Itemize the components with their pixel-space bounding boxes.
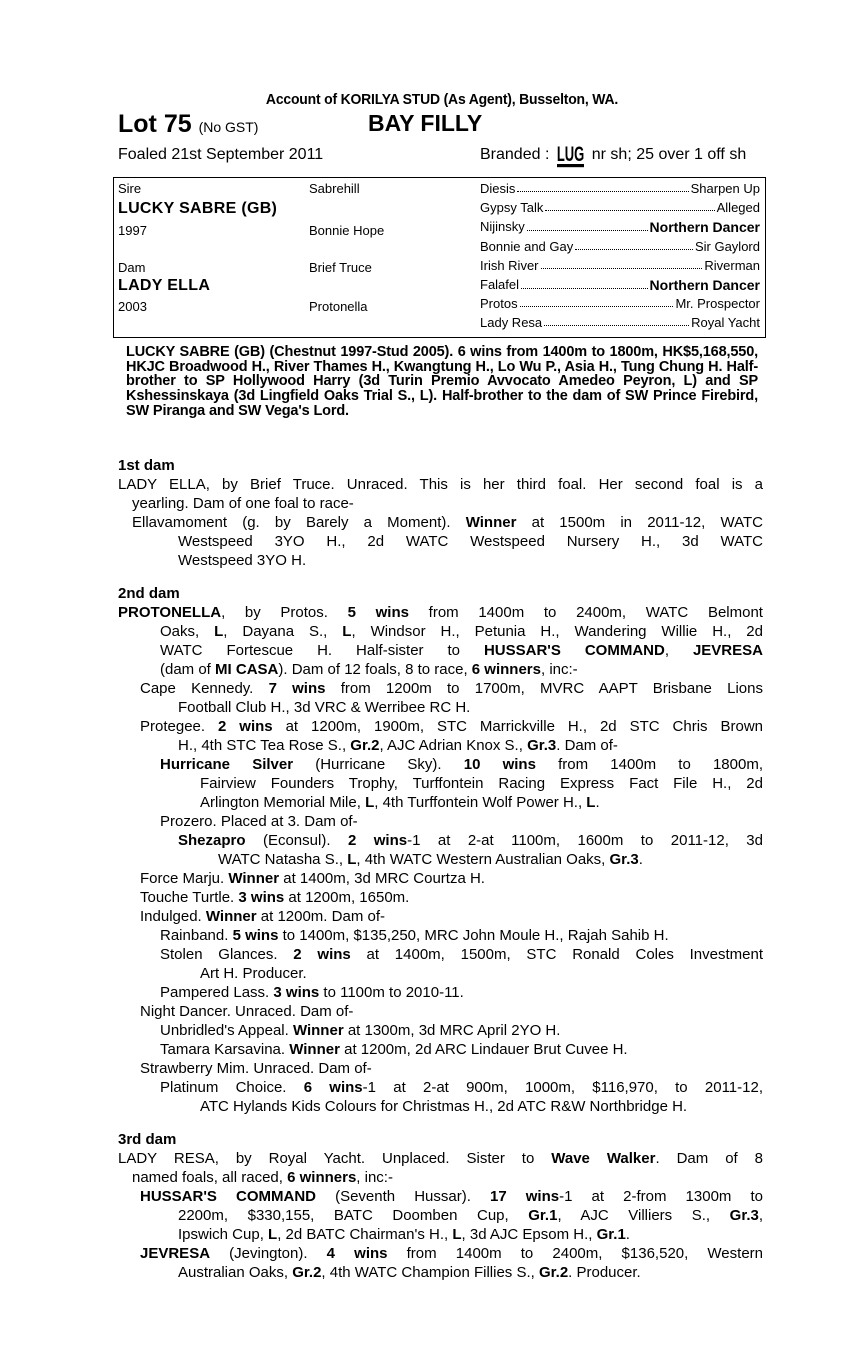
record-line <box>178 831 763 850</box>
bold-text: 10 wins <box>463 756 536 773</box>
text-run: (dam of <box>160 661 216 678</box>
sire-sire: Sabrehill <box>309 181 360 196</box>
record-line <box>178 1263 641 1282</box>
text-run: named foals, all raced, <box>132 1169 288 1186</box>
leader-dots <box>521 277 648 289</box>
text-run: at 1400m, 1500m, STC Ronald Coles Investment <box>350 946 764 963</box>
ancestor-name: Bonnie and Gay <box>480 238 574 254</box>
bold-text: Gr.3 <box>527 737 557 754</box>
text-run: , 4th WATC Champion Fillies S., <box>321 1264 539 1281</box>
branded-suffix: nr sh; 25 over 1 off sh <box>591 146 747 163</box>
text-run: Cape Kennedy. <box>140 680 269 697</box>
text-run: Football Club H., 3d VRC & Werribee RC H. <box>178 699 471 716</box>
text-run: Platinum Choice. <box>160 1079 304 1096</box>
text-run: LADY RESA, by Royal Yacht. Unplaced. Sister to <box>118 1150 552 1167</box>
dam-name: LADY ELLA <box>118 277 211 294</box>
record-line <box>140 1187 763 1206</box>
bold-text: HUSSAR'S COMMAND <box>140 1188 316 1205</box>
dam-label: Dam <box>118 260 146 275</box>
text-run: Strawberry Mim. Unraced. Dam of- <box>140 1060 372 1077</box>
text-run: . Producer. <box>568 1264 641 1281</box>
leader-dots <box>544 315 689 326</box>
record-line <box>160 660 578 679</box>
sire-year: 1997 <box>118 223 147 238</box>
bold-text: 6 winners <box>287 1169 357 1186</box>
text-run: -1 at 2-at 900m, 1000m, $116,970, to 2011-12, <box>362 1079 763 1096</box>
text-run: , inc:- <box>541 661 578 678</box>
bold-text: 6 winners <box>471 661 541 678</box>
text-run: Westspeed 3YO H., 2d WATC Westspeed Nursery H., 3d WATC <box>178 533 763 550</box>
bold-text: Winner <box>292 1022 344 1039</box>
text-run: Force Marju. <box>140 870 229 887</box>
record-line <box>200 964 307 983</box>
record-line <box>178 1206 763 1225</box>
bold-text: Gr.2 <box>350 737 380 754</box>
bold-text: 5 wins <box>347 604 409 621</box>
text-run: Unbridled's Appeal. <box>160 1022 293 1039</box>
dam-sire: Brief Truce <box>309 260 372 275</box>
bold-text: Gr.3 <box>609 851 639 868</box>
text-run: Ellavamoment (g. by Barely a Moment). <box>132 514 466 531</box>
record-line <box>160 945 763 964</box>
text-run: (Hurricane Sky). <box>293 756 464 773</box>
lot-label: Lot 75 <box>118 110 192 138</box>
text-run: WATC Natasha S., <box>218 851 348 868</box>
ancestor-row <box>480 181 760 196</box>
text-run: , inc:- <box>356 1169 393 1186</box>
leader-dots <box>520 296 674 307</box>
text-run: , 3d AJC Epsom H., <box>461 1226 597 1243</box>
bold-text: L <box>214 623 224 640</box>
bold-text: 5 wins <box>232 927 279 944</box>
dam-year: 2003 <box>118 299 147 314</box>
text-run: to 1100m to 2010-11. <box>319 984 464 1001</box>
text-run: at 1200m. Dam of- <box>256 908 385 925</box>
record-line <box>178 1225 630 1244</box>
record-line <box>200 774 763 793</box>
record-line <box>160 926 669 945</box>
ancestor-sire: Alleged <box>716 200 760 216</box>
text-run: at 1500m in 2011-12, WATC <box>516 514 763 531</box>
page-title: BAY FILLY <box>368 110 483 136</box>
text-run: , AJC Villiers S., <box>557 1207 730 1224</box>
pedigree-table <box>113 177 766 338</box>
record-line <box>200 1097 687 1116</box>
bold-text: L <box>342 623 352 640</box>
ancestor-row <box>480 200 760 215</box>
text-run: , Dayana S., <box>223 623 343 640</box>
leader-dots <box>517 181 688 192</box>
bold-text: L <box>268 1226 278 1243</box>
record-line <box>160 1078 763 1097</box>
text-run: at 1200m, 2d ARC Lindauer Brut Cuvee H. <box>339 1041 628 1058</box>
ancestor-name: Diesis <box>480 181 516 196</box>
bold-text: Winner <box>205 908 257 925</box>
record-line <box>178 551 306 570</box>
sire-summary: LUCKY SABRE (GB) (Chestnut 1997-Stud 2005). 6 wins from 1400m to 1800m, HK$5,168,550, HKJC Broadwood H., River Thames H., Kwangtung H., Lo Wu P., Asia H., Tung Chung H. Half-brother to SP Hollywood Harry (3d Turin Premio Avvocato Amedeo Peyron, L) and SP Kshessinskaya (3d Lingfield Oaks Trial S., L). Half-brother to the dam of SW Prince Firebird, SW Piranga and SW Vega's Lord. <box>126 344 758 419</box>
text-run: at 1400m, 3d MRC Courtza H. <box>279 870 485 887</box>
ancestor-sire: Riverman <box>704 257 760 273</box>
second-dam-heading: 2nd dam <box>118 585 180 602</box>
record-line <box>140 1059 372 1078</box>
ancestor-row <box>480 219 760 235</box>
text-run: . Dam of- <box>556 737 618 754</box>
bold-text: 2 wins <box>218 718 273 735</box>
ancestor-sire: Mr. Prospector <box>675 296 760 312</box>
text-run: Pampered Lass. <box>160 984 274 1001</box>
branded-info <box>480 141 747 166</box>
text-run: Tamara Karsavina. <box>160 1041 290 1058</box>
leader-dots <box>575 239 693 250</box>
text-run: -1 at 2-from 1300m to <box>559 1188 764 1205</box>
foaled-date: Foaled 21st September 2011 <box>118 146 324 163</box>
bold-text: Winner <box>465 514 517 531</box>
bold-text: Shezapro <box>178 832 246 849</box>
text-run: . <box>595 794 600 811</box>
text-run: (Econsul). <box>245 832 348 849</box>
bold-text: L <box>365 794 375 811</box>
bold-text: 2 wins <box>347 832 408 849</box>
record-line <box>140 888 409 907</box>
record-line <box>140 717 763 736</box>
text-run: from 1400m to 1800m, <box>535 756 763 773</box>
record-line <box>160 641 763 660</box>
record-line <box>132 494 354 513</box>
leader-dots <box>545 200 714 211</box>
bold-text: JEVRESA <box>692 642 763 659</box>
text-run: Rainband. <box>160 927 233 944</box>
text-run: yearling. Dam of one foal to race- <box>132 495 354 512</box>
record-line <box>160 1021 560 1040</box>
bold-text: Hurricane Silver <box>160 756 294 773</box>
bold-text: Gr.2 <box>292 1264 322 1281</box>
text-run: Oaks, <box>160 623 215 640</box>
vendor-account: Account of KORILYA STUD (As Agent), Busselton, WA. <box>265 91 619 108</box>
ancestor-name: Lady Resa <box>480 315 543 331</box>
bold-text: Gr.3 <box>729 1207 759 1224</box>
ancestor-name: Falafel <box>480 277 520 292</box>
bold-text: Gr.1 <box>596 1226 626 1243</box>
text-run: -1 at 2-at 1100m, 1600m to 2011-12, 3d <box>407 832 763 849</box>
bold-text: L <box>347 851 357 868</box>
ancestor-row <box>480 315 760 330</box>
bold-text: L <box>586 794 596 811</box>
record-line <box>218 850 643 869</box>
text-run: from 1400m to 2400m, WATC Belmont <box>408 604 763 621</box>
text-run: , 4th Turffontein Wolf Power H., <box>374 794 587 811</box>
leader-dots <box>527 219 648 231</box>
third-dam-heading: 3rd dam <box>118 1131 177 1148</box>
ancestor-row <box>480 277 760 293</box>
ancestor-name: Protos <box>480 296 518 312</box>
text-run: Prozero. Placed at 3. Dam of- <box>160 813 358 830</box>
bold-text: 17 wins <box>489 1188 560 1205</box>
record-line <box>178 736 618 755</box>
text-run: WATC Fortescue H. Half-sister to <box>160 642 484 659</box>
record-line <box>140 1244 763 1263</box>
text-run: . <box>625 1226 630 1243</box>
bold-text: 2 wins <box>293 946 351 963</box>
record-line <box>140 1002 353 1021</box>
text-run: Westspeed 3YO H. <box>178 552 307 569</box>
text-run: , Windsor H., Petunia H., Wandering Willie H., 2d <box>351 623 763 640</box>
text-run: Protegee. <box>140 718 218 735</box>
text-run: ATC Hylands Kids Colours for Christmas H., 2d ATC R&W Northbridge H. <box>200 1098 688 1115</box>
bold-text: 3 wins <box>238 889 285 906</box>
text-run: . Dam of 8 <box>655 1150 764 1167</box>
record-line <box>160 812 358 831</box>
text-run: from 1400m to 2400m, $136,520, Western <box>387 1245 763 1262</box>
text-run: . <box>638 851 643 868</box>
bold-text: MI CASA <box>215 661 279 678</box>
gst-note: (No GST) <box>198 119 259 135</box>
record-line <box>132 513 763 532</box>
text-run: (Seventh Hussar). <box>316 1188 490 1205</box>
record-line <box>118 475 763 494</box>
ancestor-row <box>480 296 760 311</box>
ancestor-sire: Sharpen Up <box>690 181 760 196</box>
bold-text: 3 wins <box>273 984 320 1001</box>
text-run: at 1200m, 1900m, STC Marrickville H., 2d STC Chris Brown <box>272 718 763 735</box>
sire-dam: Bonnie Hope <box>309 223 385 238</box>
text-run: 2200m, $330,155, BATC Doomben Cup, <box>178 1207 529 1224</box>
record-line <box>140 679 763 698</box>
bold-text: Gr.1 <box>528 1207 558 1224</box>
record-line <box>160 1040 628 1059</box>
text-run: H., 4th STC Tea Rose S., <box>178 737 351 754</box>
text-run: Stolen Glances. <box>160 946 294 963</box>
bold-text: Winner <box>289 1041 340 1058</box>
text-run: to 1400m, $135,250, MRC John Moule H., Rajah Sahib H. <box>278 927 669 944</box>
text-run: , <box>664 642 693 659</box>
record-line <box>132 1168 393 1187</box>
bold-text: Wave Walker <box>551 1150 656 1167</box>
text-run: Fairview Founders Trophy, Turffontein Racing Express Fact File H., 2d <box>200 775 763 792</box>
text-run: Night Dancer. Unraced. Dam of- <box>140 1003 354 1020</box>
bold-text: 6 wins <box>303 1079 363 1096</box>
text-run: Touche Turtle. <box>140 889 239 906</box>
ancestor-name: Irish River <box>480 257 539 273</box>
record-line <box>118 1149 763 1168</box>
sire-name: LUCKY SABRE (GB) <box>118 200 278 217</box>
record-line <box>160 622 763 641</box>
lot-number <box>118 110 258 139</box>
bold-text: JEVRESA <box>140 1245 211 1262</box>
bold-text: L <box>452 1226 462 1243</box>
record-line <box>160 983 464 1002</box>
bold-text: 7 wins <box>268 680 326 697</box>
text-run: Indulged. <box>140 908 206 925</box>
bold-text: Winner <box>228 870 280 887</box>
bold-text: Gr.2 <box>538 1264 569 1281</box>
text-run: , AJC Adrian Knox S., <box>379 737 528 754</box>
ancestor-name: Gypsy Talk <box>480 200 544 216</box>
text-run: from 1200m to 1700m, MVRC AAPT Brisbane Lions <box>325 680 763 697</box>
text-run: Arlington Memorial Mile, <box>200 794 366 811</box>
text-run: , 4th WATC Western Australian Oaks, <box>356 851 610 868</box>
text-run: Ipswich Cup, <box>178 1226 269 1243</box>
branded-prefix: Branded : <box>480 146 550 163</box>
ancestor-sire: Sir Gaylord <box>694 238 760 254</box>
text-run: , 2d BATC Chairman's H., <box>277 1226 453 1243</box>
text-run: Australian Oaks, <box>178 1264 293 1281</box>
text-run: LADY ELLA, by Brief Truce. Unraced. This is her third foal. Her second foal is a <box>118 476 763 493</box>
text-run: at 1300m, 3d MRC April 2YO H. <box>343 1022 561 1039</box>
brand-glyph: LUG <box>556 141 585 166</box>
ancestor-name: Nijinsky <box>480 219 525 235</box>
record-line <box>200 793 600 812</box>
bold-text: HUSSAR'S COMMAND <box>483 642 665 659</box>
text-run: at 1200m, 1650m. <box>284 889 410 906</box>
ancestor-row <box>480 239 760 254</box>
text-run: ). Dam of 12 foals, 8 to race, <box>278 661 472 678</box>
record-line <box>160 755 763 774</box>
text-run: (Jevington). <box>210 1245 327 1262</box>
sire-label: Sire <box>118 181 142 196</box>
record-line <box>140 869 485 888</box>
record-line <box>178 698 470 717</box>
text-run: , by Protos. <box>221 604 348 621</box>
text-run: , <box>758 1207 764 1224</box>
bold-text: PROTONELLA <box>118 604 222 621</box>
ancestor-sire: Northern Dancer <box>649 219 760 236</box>
ancestor-sire: Northern Dancer <box>649 277 760 293</box>
record-line <box>118 603 763 622</box>
record-line <box>140 907 385 926</box>
leader-dots <box>541 258 703 269</box>
ancestor-row <box>480 258 760 273</box>
ancestor-sire: Royal Yacht <box>691 315 760 331</box>
dam-dam: Protonella <box>309 299 368 314</box>
text-run: Art H. Producer. <box>200 965 307 982</box>
first-dam-heading: 1st dam <box>118 457 175 474</box>
record-line <box>178 532 763 551</box>
bold-text: 4 wins <box>326 1245 388 1262</box>
